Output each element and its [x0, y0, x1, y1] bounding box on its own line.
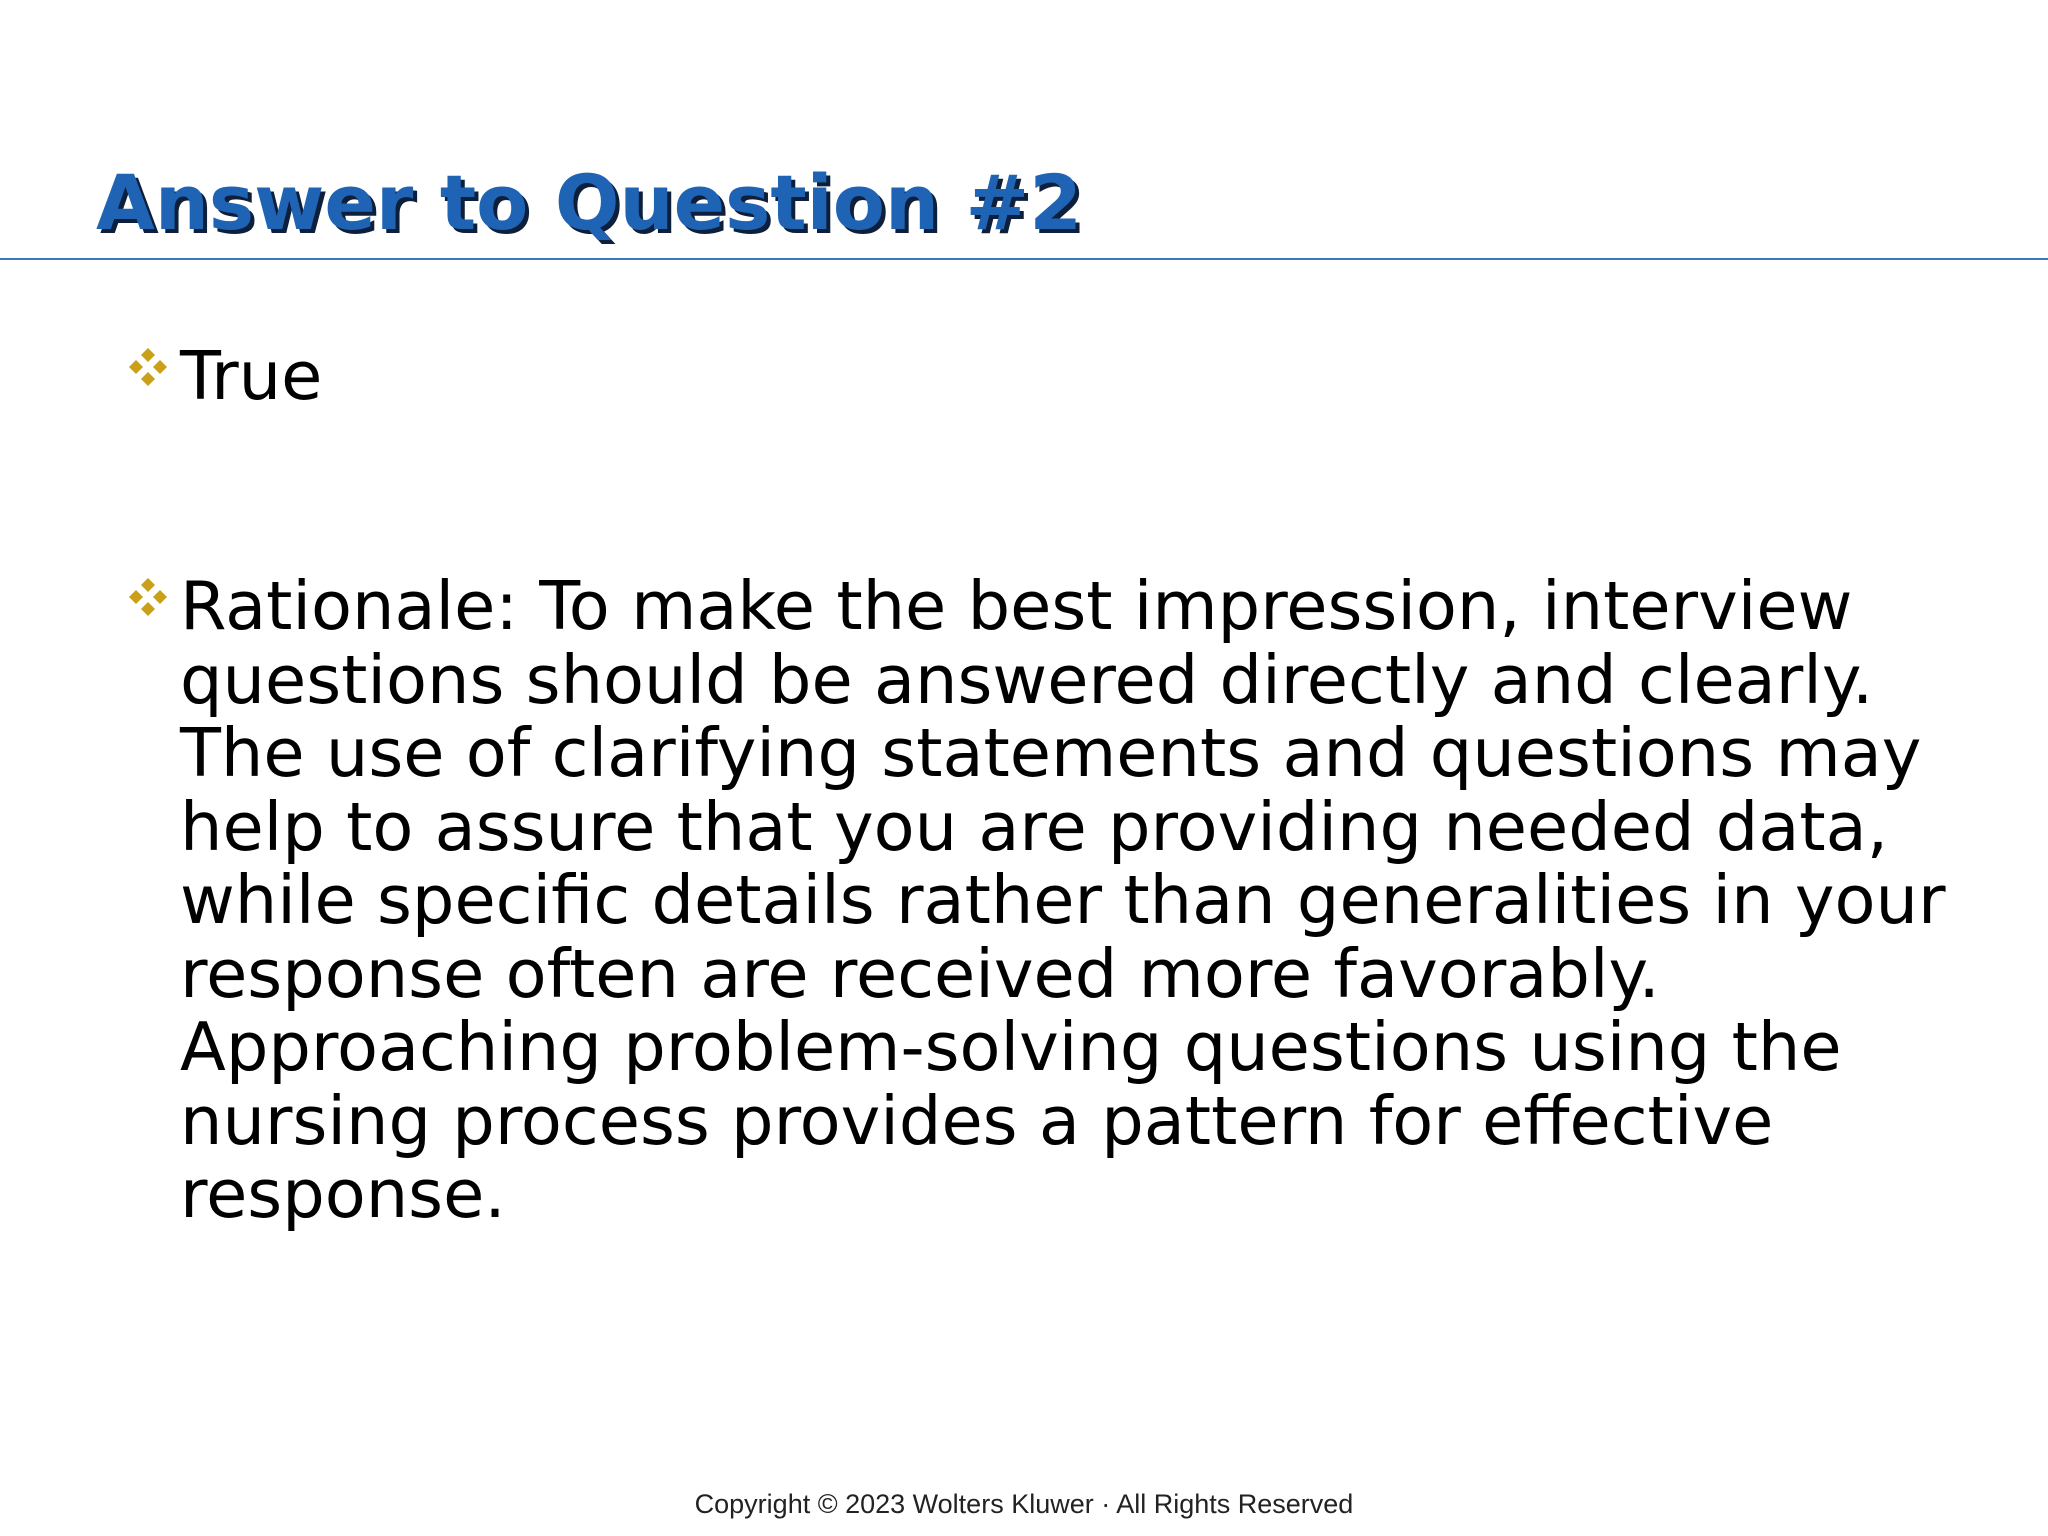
diamond-cluster-icon [122, 344, 174, 396]
bullet-item-answer [122, 337, 2002, 415]
title-divider [0, 258, 2048, 260]
bullet-text: Rationale: To make the best impression, interview questions should be answered directly and clearly. The use of clarifying statements and questions may help to assure that you are providing needed data, while specific details rather than generalities in your response often are received more favorably. Approaching problem-solving questions using the nursing process provides a pattern for effective response. [180, 567, 1946, 1233]
bullet-item-rationale [122, 567, 2002, 1233]
copyright-footer: Copyright © 2023 Wolters Kluwer · All Rights Reserved [694, 1489, 1354, 1519]
diamond-cluster-icon [122, 574, 174, 626]
slide-title: Answer to Question #2 [96, 158, 1083, 247]
bullet-text: True [180, 337, 323, 415]
